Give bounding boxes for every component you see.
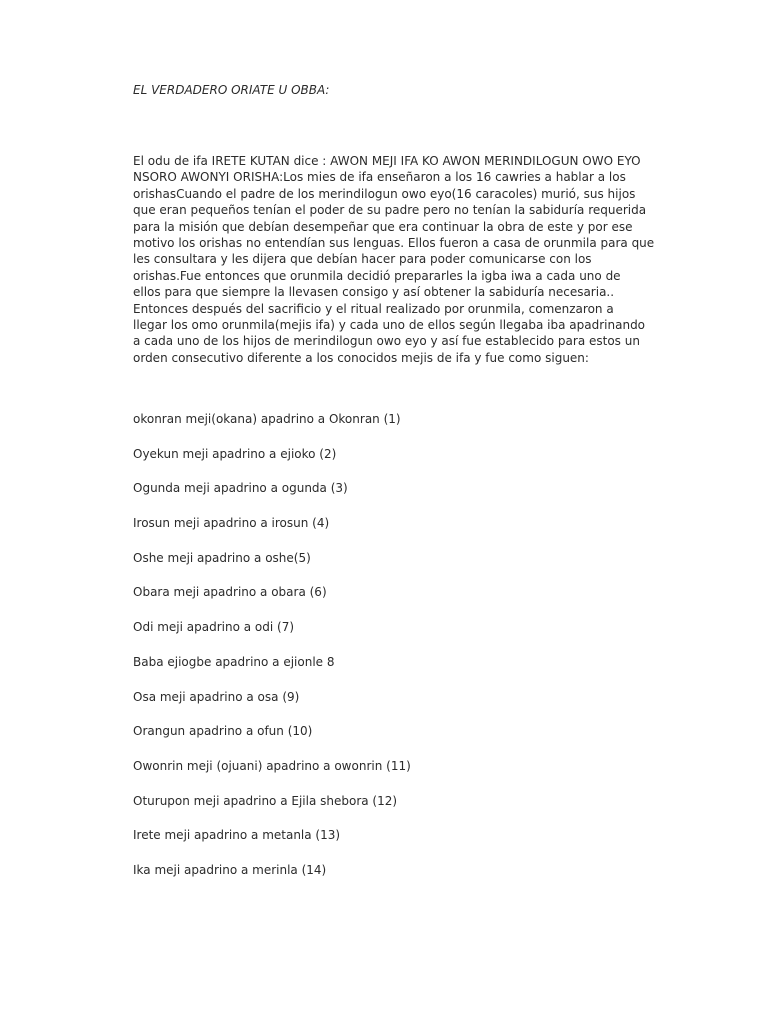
paragraph-line: motivo los orishas no entendían sus lenguas. Ellos fueron a casa de orunmila para que: [133, 236, 655, 251]
list-item: Orangun apadrino a ofun (10): [133, 724, 313, 739]
paragraph-line: NSORO AWONYI ORISHA:Los mies de ifa enseñaron a los 16 cawries a hablar a los: [133, 170, 626, 185]
paragraph-line: orishasCuando el padre de los merindilogun owo eyo(16 caracoles) murió, sus hijos: [133, 186, 636, 201]
list-item: Owonrin meji (ojuani) apadrino a owonrin (11): [133, 758, 411, 773]
list-item: Irete meji apadrino a metanla (13): [133, 828, 341, 843]
list-item: Obara meji apadrino a obara (6): [133, 585, 327, 600]
paragraph-line: les consultara y les dijera que debían hacer para poder comunicarse con los: [133, 252, 592, 267]
list-item: Ika meji apadrino a merinla (14): [133, 862, 327, 877]
intro-paragraph: [133, 153, 655, 366]
paragraph-line: orden consecutivo diferente a los conocidos mejis de ifa y fue como siguen:: [133, 350, 589, 365]
paragraph-line: Entonces después del sacrificio y el ritual realizado por orunmila, comenzaron a: [133, 301, 614, 316]
paragraph-line: orishas.Fue entonces que orunmila decidió prepararles la igba iwa a cada uno de: [133, 268, 621, 283]
paragraph-line: El odu de ifa IRETE KUTAN dice : AWON MEJI IFA KO AWON MERINDILOGUN OWO EYO: [133, 154, 641, 168]
list-item: Baba ejiogbe apadrino a ejionle 8: [133, 654, 335, 669]
list-item: Oturupon meji apadrino a Ejila shebora (12): [133, 793, 398, 808]
padrino-list: [133, 411, 411, 897]
list-item: Oyekun meji apadrino a ejioko (2): [133, 446, 337, 461]
paragraph-line: que eran pequeños tenían el poder de su padre pero no tenían la sabiduría requerida: [133, 203, 647, 218]
paragraph-line: a cada uno de los hijos de merindilogun owo eyo y así fue establecido para estos un: [133, 334, 640, 349]
paragraph-line: llegar los omo orunmila(mejis ifa) y cada uno de ellos según llegaba iba apadrinando: [133, 318, 646, 333]
list-item: okonran meji(okana) apadrino a Okonran (1): [133, 412, 401, 426]
list-item: Odi meji apadrino a odi (7): [133, 620, 295, 635]
paragraph-line: ellos para que siempre la llevasen consigo y así obtener la sabiduría necesaria..: [133, 285, 615, 300]
paragraph-line: para la misión que debían desempeñar que era continuar la obra de este y por ese: [133, 219, 633, 234]
document-title: EL VERDADERO ORIATE U OBBA:: [133, 83, 330, 97]
list-item: Ogunda meji apadrino a ogunda (3): [133, 481, 348, 496]
list-item: Oshe meji apadrino a oshe(5): [133, 550, 311, 565]
list-item: Osa meji apadrino a osa (9): [133, 689, 300, 704]
list-item: Irosun meji apadrino a irosun (4): [133, 516, 330, 531]
